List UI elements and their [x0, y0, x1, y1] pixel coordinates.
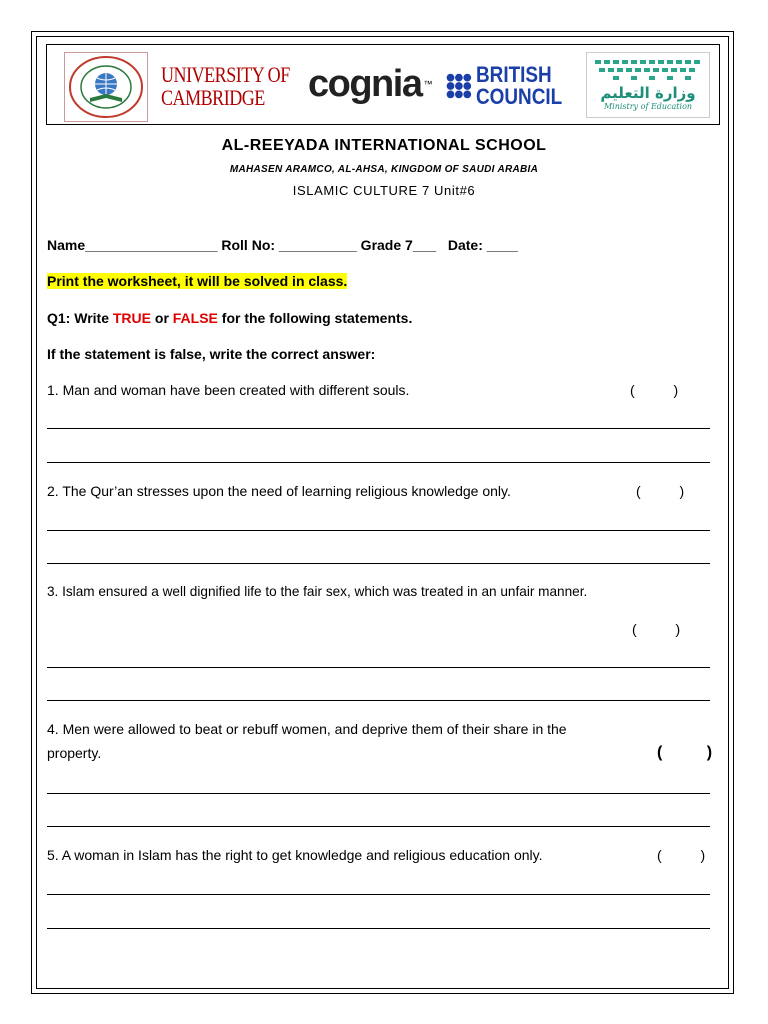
- q1-or-word: or: [151, 310, 173, 326]
- statement-3: 3. Islam ensured a well dignified life to the fair sex, which was treated in an unfair manner.: [47, 584, 588, 599]
- subject-title: ISLAMIC CULTURE 7 Unit#6: [292, 183, 476, 198]
- statement-2: 2. The Qur’an stresses upon the need of learning religious knowledge only.: [47, 483, 511, 499]
- british-council-dots-icon: [446, 66, 472, 106]
- british-council-logo: [446, 62, 576, 110]
- cambridge-line1: UNIVERSITY OF: [161, 62, 290, 87]
- moe-english-name: Ministry of Education: [603, 102, 693, 111]
- answer-line[interactable]: [47, 700, 710, 701]
- answer-line[interactable]: [47, 826, 710, 827]
- answer-line[interactable]: [47, 530, 710, 531]
- q1-suffix: for the following statements.: [217, 310, 413, 326]
- school-name: AL-REEYADA INTERNATIONAL SCHOOL: [221, 137, 547, 154]
- q1-true-word: TRUE: [112, 310, 151, 326]
- answer-line[interactable]: [47, 462, 710, 463]
- answer-box-4[interactable]: ( ): [657, 744, 713, 761]
- student-info-line: Name_________________ Roll No: __________ Grade 7___ Date: ____: [47, 237, 518, 253]
- sub-instruction: If the statement is false, write the correct answer:: [47, 346, 376, 362]
- cognia-wordmark: cognia: [308, 62, 422, 105]
- answer-box-5[interactable]: ( ): [657, 847, 706, 863]
- answer-line[interactable]: [47, 428, 710, 429]
- cambridge-logo: [156, 58, 296, 114]
- cambridge-line2: CAMBRIDGE: [161, 85, 265, 110]
- statement-4-continuation: property.: [47, 745, 102, 761]
- ministry-of-education-logo: [586, 52, 710, 118]
- british-council-line1: BRITISH: [475, 62, 552, 87]
- answer-line[interactable]: [47, 667, 710, 668]
- instruction-print: [47, 273, 347, 289]
- statement-5: 5. A woman in Islam has the right to get knowledge and religious education only.: [47, 847, 543, 863]
- school-address: MAHASEN ARAMCO, AL-AHSA, KINGDOM OF SAUDI ARABIA: [229, 164, 539, 175]
- question-1-heading: [47, 310, 412, 326]
- q1-prefix: Q1: Write: [47, 310, 113, 326]
- answer-line[interactable]: [47, 928, 710, 929]
- answer-line[interactable]: [47, 894, 710, 895]
- q1-false-word: FALSE: [172, 310, 218, 326]
- british-council-line2: COUNCIL: [475, 84, 562, 109]
- answer-box-1[interactable]: ( ): [630, 382, 679, 398]
- statement-4: 4. Men were allowed to beat or rebuff women, and deprive them of their share in the: [47, 721, 567, 737]
- instruction-text: Print the worksheet, it will be solved in class.: [47, 273, 348, 289]
- moe-arabic-name: وزارة التعليم: [600, 84, 696, 102]
- statement-1: 1. Man and woman have been created with different souls.: [47, 382, 410, 398]
- answer-line[interactable]: [47, 793, 710, 794]
- answer-line[interactable]: [47, 563, 710, 564]
- answer-box-3[interactable]: ( ): [632, 621, 681, 637]
- cognia-trademark: ™: [423, 79, 433, 89]
- moe-dots-icon: [593, 58, 703, 82]
- cognia-logo: [308, 62, 438, 106]
- school-logo: [64, 52, 148, 122]
- answer-box-2[interactable]: ( ): [636, 483, 685, 499]
